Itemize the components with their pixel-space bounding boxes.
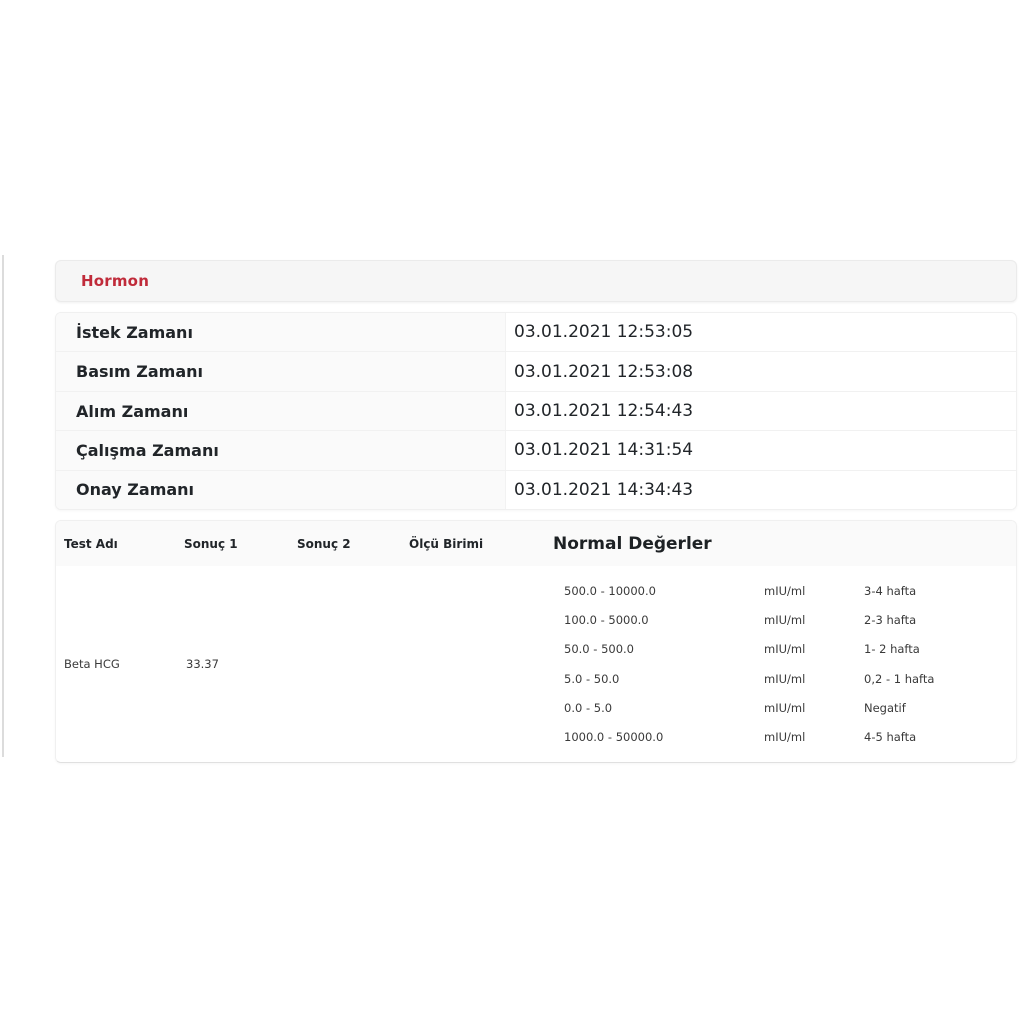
collection-time-label: Alım Zamanı [56,392,506,430]
range-value: 50.0 - 500.0 [564,642,634,657]
results-table-body [56,566,1016,762]
page-left-border [2,255,4,757]
range-value: 1000.0 - 50000.0 [564,730,664,745]
results-table [55,520,1017,763]
range-unit: mIU/ml [764,612,806,627]
section-title: Hormon [81,272,150,290]
request-time-label: İstek Zamanı [56,313,506,351]
test-name-cell: Beta HCG [64,657,120,671]
timestamps-panel [55,312,1017,510]
range-interpretation: 3-4 hafta [864,583,917,598]
list-item [564,693,1008,722]
range-value: 5.0 - 50.0 [564,671,620,686]
range-unit: mIU/ml [764,701,806,716]
print-time-value: 03.01.2021 12:53:08 [506,352,1016,390]
header-test-name: Test Adı [64,536,118,551]
normal-ranges-list [564,566,1008,762]
range-value: 500.0 - 10000.0 [564,583,656,598]
range-interpretation: 1- 2 hafta [864,642,920,657]
range-unit: mIU/ml [764,671,806,686]
header-unit: Ölçü Birimi [409,536,484,551]
range-interpretation: 4-5 hafta [864,730,917,745]
range-interpretation: Negatif [864,701,906,716]
range-unit: mIU/ml [764,642,806,657]
range-interpretation: 0,2 - 1 hafta [864,671,935,686]
list-item [564,635,1008,664]
table-row [56,313,1016,351]
table-row [56,391,1016,430]
header-result-1: Sonuç 1 [184,536,238,551]
range-unit: mIU/ml [764,730,806,745]
results-table-header [56,521,1016,567]
range-value: 0.0 - 5.0 [564,701,613,716]
approval-time-label: Onay Zamanı [56,471,506,509]
collection-time-value: 03.01.2021 12:54:43 [506,392,1016,430]
table-row [56,470,1016,509]
list-item [564,576,1008,605]
table-row [56,351,1016,390]
run-time-value: 03.01.2021 14:31:54 [506,431,1016,469]
list-item [564,664,1008,693]
approval-time-value: 03.01.2021 14:34:43 [506,471,1016,509]
range-unit: mIU/ml [764,583,806,598]
range-interpretation: 2-3 hafta [864,612,917,627]
section-header-hormon[interactable] [55,260,1017,302]
request-time-value: 03.01.2021 12:53:05 [506,313,1016,351]
run-time-label: Çalışma Zamanı [56,431,506,469]
list-item [564,723,1008,752]
list-item [564,605,1008,634]
table-row [56,430,1016,469]
header-result-2: Sonuç 2 [297,536,351,551]
print-time-label: Basım Zamanı [56,352,506,390]
result-1-cell: 33.37 [186,657,219,671]
range-value: 100.0 - 5000.0 [564,612,649,627]
header-normal-values: Normal Değerler [553,533,712,554]
